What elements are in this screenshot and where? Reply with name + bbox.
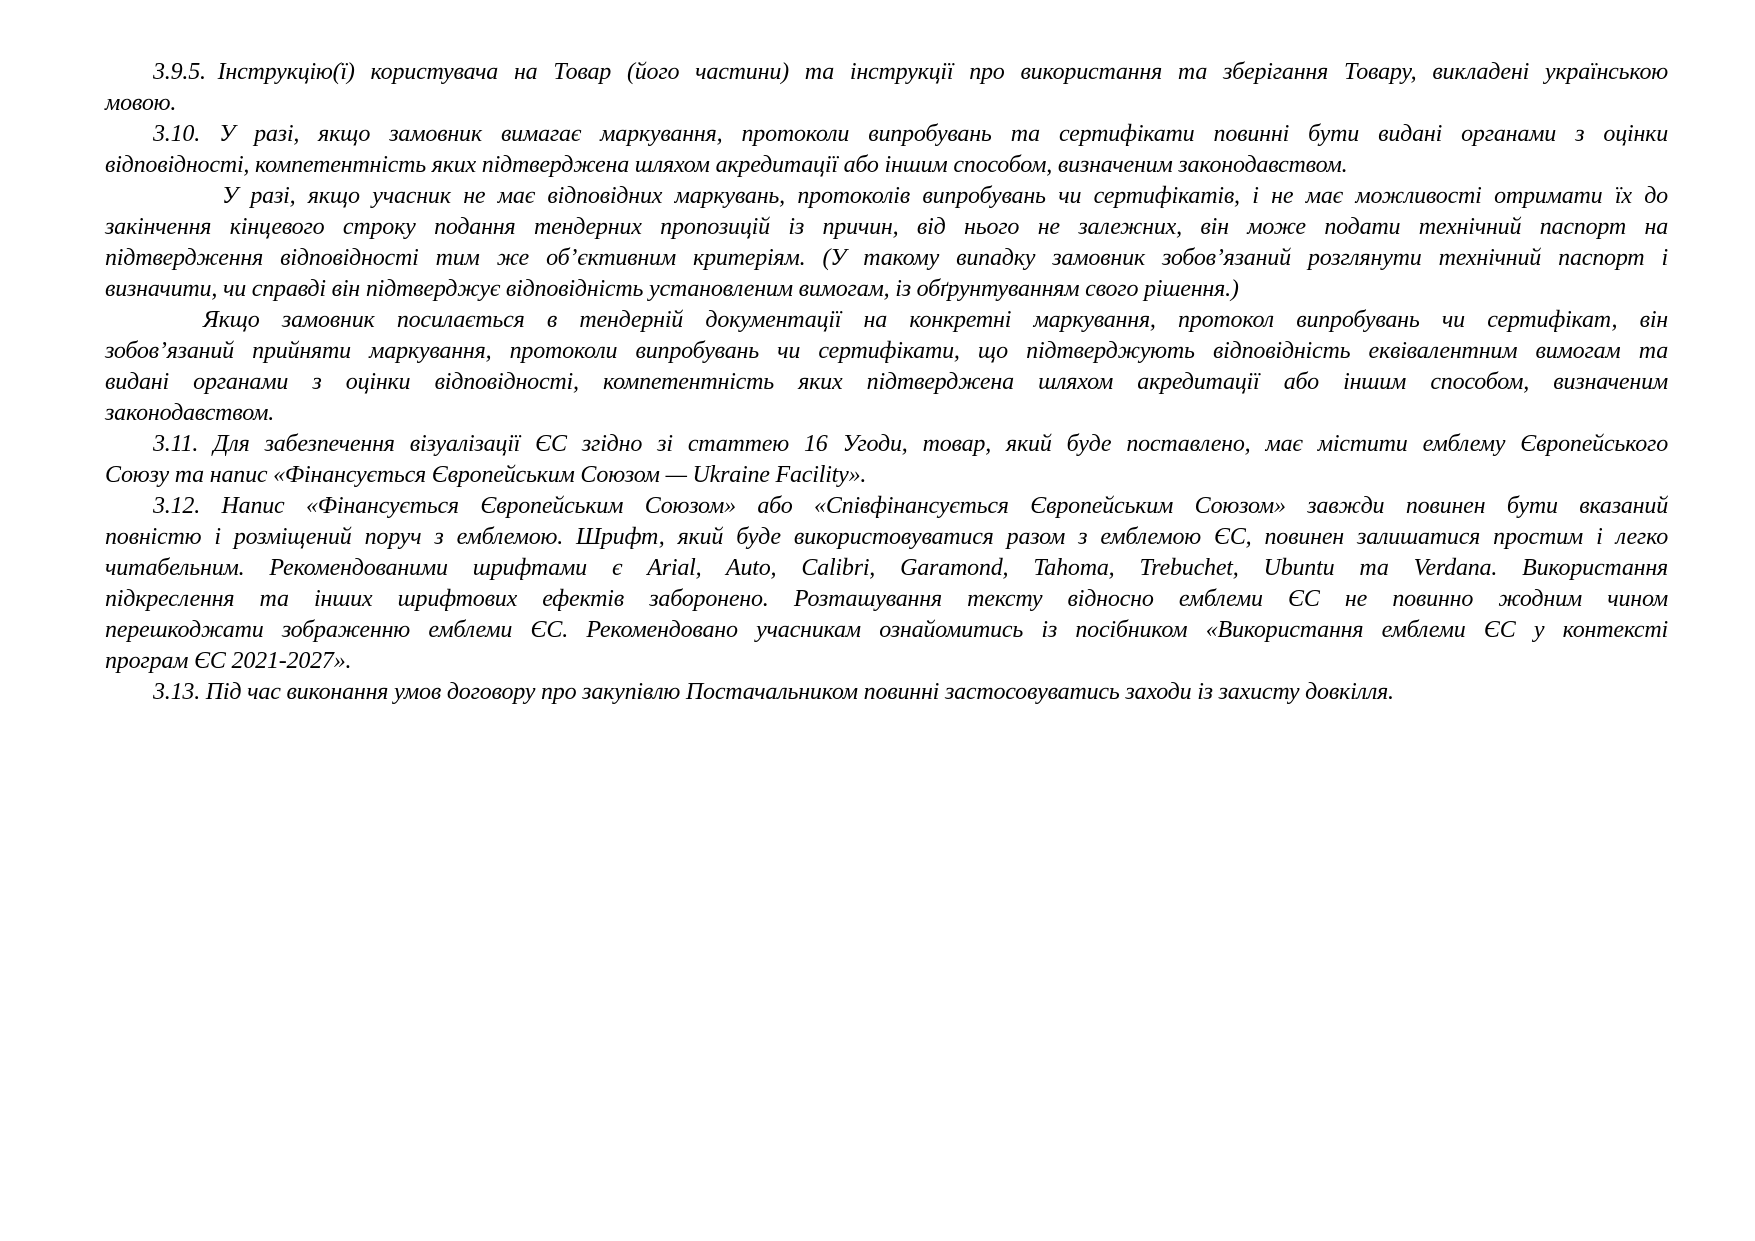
text-line: зобов’язаний прийняти маркування, протоколи випробувань чи сертифікати, що підтверджують відповідність еквівалентним вимогам та	[105, 338, 1668, 364]
text-line: закінчення кінцевого строку подання тендерних пропозицій із причин, від нього не залежних, він може подати технічний паспорт на	[105, 214, 1668, 240]
paragraph-clause-3-11	[105, 429, 1668, 491]
text-line: перешкоджати зображенню емблеми ЄС. Рекомендовано учасникам ознайомитись із посібником «Використання емблеми ЄС у контексті	[105, 617, 1668, 643]
text-line: 3.10. У разі, якщо замовник вимагає маркування, протоколи випробувань та сертифікати повинні бути видані органами з оцінки	[153, 121, 1668, 147]
text-line: визначити, чи справді він підтверджує відповідність установленим вимогам, із обґрунтуванням свого рішення.)	[105, 276, 1239, 302]
text-line: підкреслення та інших шрифтових ефектів заборонено. Розташування тексту відносно емблеми ЄС не повинно жодним чином	[105, 586, 1668, 612]
text-line: відповідності, компетентність яких підтверджена шляхом акредитації або іншим способом, визначеним законодавством.	[105, 152, 1348, 178]
text-line: Союзу та напис «Фінансується Європейським Союзом — Ukraine Facility».	[105, 462, 867, 488]
paragraph-clause-3-12	[105, 491, 1668, 677]
text-line: 3.13. Під час виконання умов договору про закупівлю Постачальником повинні застосовуватись заходи із захисту довкілля.	[153, 679, 1394, 705]
paragraph-clause-3-9-5	[105, 57, 1668, 119]
text-line: мовою.	[105, 90, 177, 116]
text-line: У разі, якщо учасник не має відповідних маркувань, протоколів випробувань чи сертифікатів, і не має можливості отримати їх до	[222, 183, 1668, 209]
text-line: 3.9.5. Інструкцію(ї) користувача на Товар (його частини) та інструкції про використання та зберігання Товару, викладені українською	[153, 59, 1668, 85]
text-line: повністю і розміщений поруч з емблемою. Шрифт, який буде використовуватися разом з емблемою ЄС, повинен залишатися простим і легко	[105, 524, 1668, 550]
paragraph-clause-3-10-addendum-2	[105, 305, 1668, 429]
text-line: читабельним. Рекомендованими шрифтами є Arial, Auto, Calibri, Garamond, Tahoma, Trebuchet, Ubuntu та Verdana. Використання	[105, 555, 1668, 581]
document-body	[105, 57, 1668, 708]
text-line: 3.11. Для забезпечення візуалізації ЄС згідно зі статтею 16 Угоди, товар, який буде поставлено, має містити емблему Європейського	[153, 431, 1668, 457]
text-line: законодавством.	[105, 400, 274, 426]
paragraph-clause-3-13	[105, 677, 1668, 708]
text-line: програм ЄС 2021-2027».	[105, 648, 352, 674]
text-line: 3.12. Напис «Фінансується Європейським Союзом» або «Співфінансується Європейським Союзом» завжди повинен бути вказаний	[153, 493, 1668, 519]
text-line: Якщо замовник посилається в тендерній документації на конкретні маркування, протокол випробувань чи сертифікат, він	[203, 307, 1668, 333]
paragraph-clause-3-10	[105, 119, 1668, 181]
paragraph-clause-3-10-addendum-1	[105, 181, 1668, 305]
text-line: підтвердження відповідності тим же об’єктивним критеріям. (У такому випадку замовник зобов’язаний розглянути технічний паспорт і	[105, 245, 1668, 271]
text-line: видані органами з оцінки відповідності, компетентність яких підтверджена шляхом акредитації або іншим способом, визначеним	[105, 369, 1668, 395]
